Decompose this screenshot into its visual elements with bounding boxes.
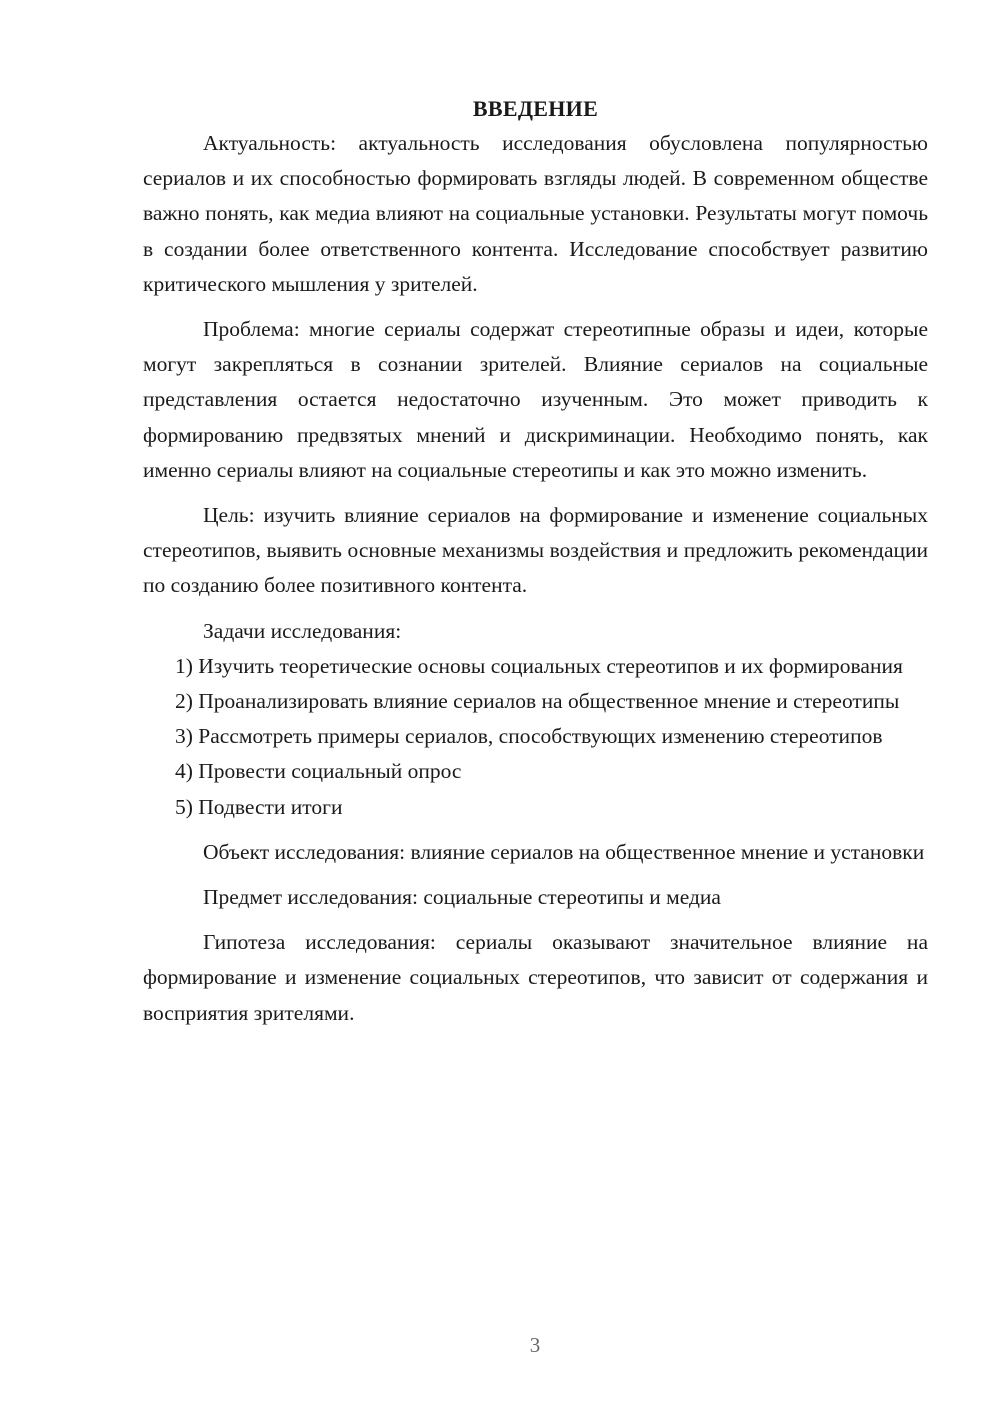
section-title: ВВЕДЕНИЕ	[472, 96, 599, 121]
paragraph-object: Объект исследования: влияние сериалов на общественное мнение и установки	[203, 839, 925, 864]
task-item-3: 3) Рассмотреть примеры сериалов, способствующих изменению стереотипов	[175, 724, 883, 749]
task-item-1: 1) Изучить теоретические основы социальных стереотипов и их формирования	[175, 653, 903, 678]
task-item-2: 2) Проанализировать влияние сериалов на общественное мнение и стереотипы	[175, 689, 900, 714]
task-item-4: 4) Провести социальный опрос	[175, 759, 462, 784]
task-item-5: 5) Подвести итоги	[175, 794, 343, 819]
paragraph-subject: Предмет исследования: социальные стереотипы и медиа	[203, 885, 721, 910]
paragraph-relevance: Актуальность: актуальность исследования обусловлена популярностью сериалов и их способностью формировать взгляды людей. В современном обществе важно понять, как медиа влияют на социальные установки. Результаты могут помочь в создании более ответственного контента. Исследование способствует развитию критического мышления у зрителей.	[143, 131, 928, 296]
document-page	[143, 92, 928, 1031]
tasks-heading: Задачи исследования:	[203, 618, 402, 643]
paragraph-hypothesis: Гипотеза исследования: сериалы оказывают значительное влияние на формирование и изменение социальных стереотипов, что зависит от содержания и восприятия зрителями.	[143, 930, 928, 1025]
paragraph-goal: Цель: изучить влияние сериалов на формирование и изменение социальных стереотипов, выявить основные механизмы воздействия и предложить рекомендации по созданию более позитивного контента.	[143, 503, 928, 598]
paragraph-problem: Проблема: многие сериалы содержат стереотипные образы и идеи, которые могут закрепляться в сознании зрителей. Влияние сериалов на социальные представления остается недостаточно изученным. Это может приводить к формированию предвзятых мнений и дискриминации. Необходимо понять, как именно сериалы влияют на социальные стереотипы и как это можно изменить.	[143, 317, 928, 482]
page-number: 3	[529, 1333, 541, 1357]
